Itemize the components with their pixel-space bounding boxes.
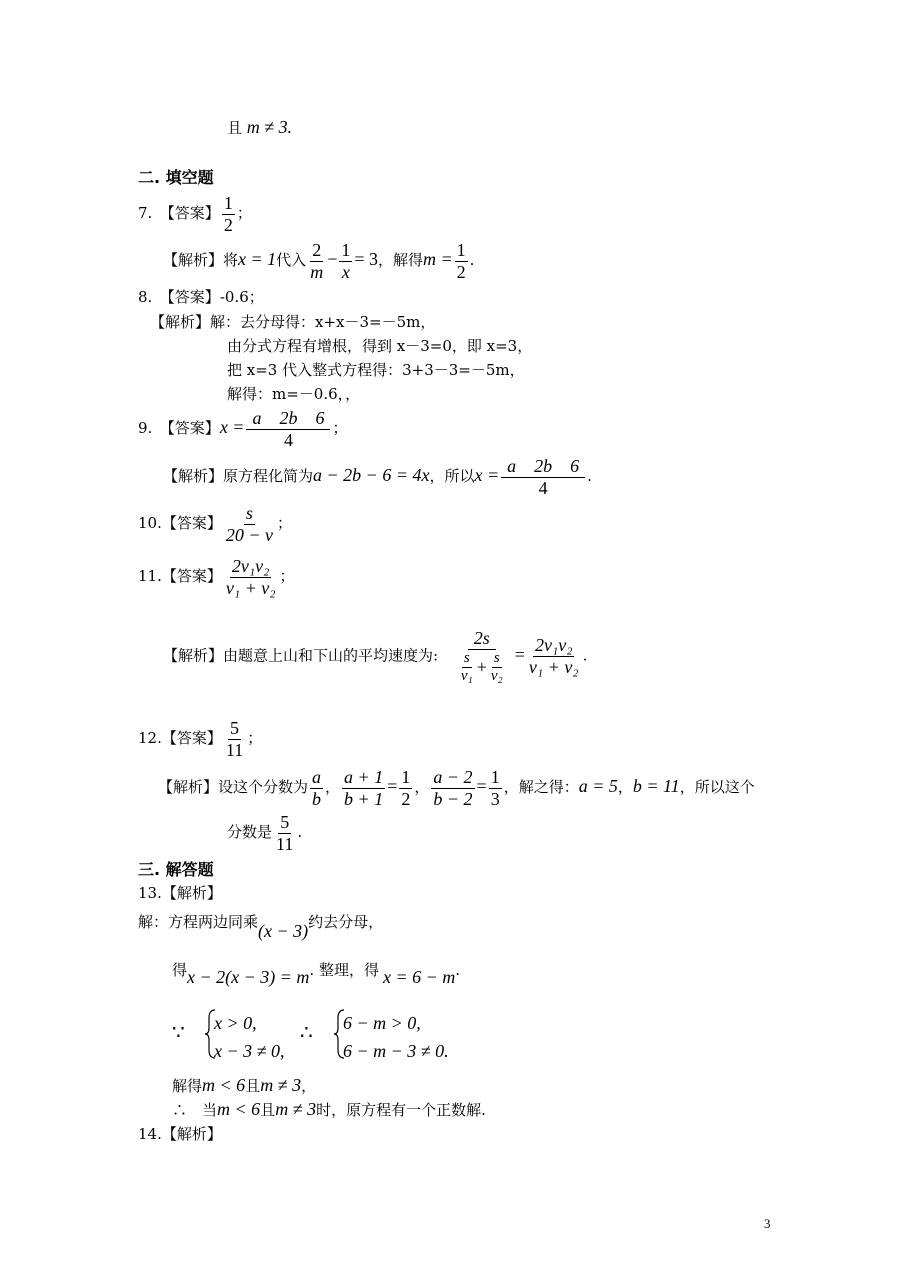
q12-eq-1: = [387, 776, 398, 797]
q8-answer-value: -0.6； [219, 288, 264, 306]
q11-big-den [451, 650, 513, 686]
q12-hd: 2 [401, 788, 411, 809]
q14-label: 14.【解析】 [138, 1125, 222, 1143]
q12-l2-text: 分数是 [227, 823, 273, 842]
q13-sys2-a: 6 − m > 0, [343, 1013, 421, 1033]
q11-expl-text-1: 由题意上山和下山的平均速度为: [223, 646, 439, 665]
section-3-heading: 三. 解答题 [138, 860, 214, 879]
q12-frac-3 [431, 767, 474, 809]
q12-b11: b = 11 [632, 776, 680, 797]
q11-r-num: 2v₁v₂ [534, 635, 573, 656]
q12-expl-text-3: ，所以这个 [679, 778, 755, 797]
q7-expl-frac2 [339, 240, 352, 282]
section-2-heading: 二. 填空题 [138, 168, 214, 187]
q12-comma-3: ， [617, 778, 633, 797]
q12-f3n: a − 2 [433, 767, 473, 787]
q9-explanation [163, 456, 592, 498]
top-line-prefix: 且 [227, 119, 243, 137]
q7-result-frac [455, 240, 468, 282]
q13-l4-math-1: m < 6 [202, 1075, 246, 1095]
q13-sys1-b: x − 3 ≠ 0, [214, 1041, 285, 1061]
q13-l4-math-2: m ≠ 3 [260, 1075, 302, 1095]
q13-sys1-a: x > 0, [214, 1013, 257, 1033]
q11-r-den: v₁ + v₂ [528, 657, 579, 678]
q13-l5-math-2: m ≠ 3 [275, 1099, 317, 1119]
q9-num: a 2b 6 [246, 408, 330, 430]
q11-label: 11.【答案】 [138, 567, 222, 586]
q7-expl-text-1: 将 [223, 251, 239, 270]
q7-f1n: 2 [312, 240, 322, 260]
q10-tail: ； [277, 514, 293, 533]
q7-expl-x1: x = 1 [238, 249, 277, 270]
q13-l2-text-b: . 整理，得 [309, 961, 379, 979]
q13-label: 13.【解析】 [138, 884, 222, 902]
q12-comma-1: ， [325, 778, 341, 797]
q10-num: s [245, 503, 253, 523]
q13-l5-text-c: 时，原方程有一个正数解. [316, 1101, 486, 1119]
q8-label: 8. 【答案】 [138, 288, 220, 306]
q11-s-over-v1 [459, 650, 475, 686]
q13-l1-math: (x − 3) [258, 921, 309, 941]
q7-label: 7. 【答案】 [138, 204, 220, 223]
q7-f2n: 1 [341, 240, 351, 260]
q13-l1-text-b: 约去分母， [308, 913, 384, 931]
q11-num: 2v₁v₂ [231, 556, 270, 576]
q12-expl-text-2: ，解之得： [503, 778, 579, 797]
q13-l1-text-a: 解：方程两边同乘 [138, 913, 259, 931]
q7-m-eq: m = [423, 249, 453, 270]
q7-expl-text-2: 代入 [276, 251, 307, 270]
q11-s2: s [492, 650, 502, 668]
q13-l4-text-c: ， [301, 1077, 317, 1095]
q7-expl-label: 【解析】 [163, 251, 224, 270]
q7-dot: . [469, 251, 475, 270]
q13-sys2-b: 6 − m − 3 ≠ 0. [343, 1041, 449, 1061]
q9-x-eq-2: x = [474, 465, 500, 486]
q13-l2-dot: . [455, 961, 461, 979]
q12-explanation-1 [158, 767, 755, 809]
q12-frac-a-b [310, 767, 323, 809]
q12-fa: a [312, 767, 322, 787]
q12-answer [138, 718, 262, 760]
q8-answer [138, 290, 264, 305]
q8-expl-line-1 [150, 315, 435, 330]
q11-big-fraction [451, 628, 513, 685]
q12-f2n: a + 1 [344, 767, 384, 787]
q7-answer [138, 193, 252, 235]
q13-l5-text-b: 且 [260, 1101, 276, 1119]
q11-answer [138, 556, 295, 598]
q13-line-2 [172, 960, 461, 987]
q13-l2-text-a: 得 [172, 961, 188, 979]
q12-dot: . [297, 823, 303, 842]
q9-x-eq: x = [219, 417, 245, 438]
q7-rd: 2 [456, 261, 466, 282]
q11-s1: s [462, 650, 472, 668]
q12-tn: 1 [490, 767, 500, 787]
q13-l4-text-a: 解得 [172, 1077, 203, 1095]
q9-dot: . [587, 467, 592, 486]
q13-line-5 [172, 1100, 486, 1118]
q7-expl-frac1 [308, 240, 325, 282]
q12-label: 12.【答案】 [138, 729, 222, 748]
q12-final-fraction [274, 812, 295, 854]
q9-label: 9. 【答案】 [138, 419, 220, 438]
q7-tail: ； [236, 204, 252, 223]
q13-l4-text-b: 且 [245, 1077, 261, 1095]
q11-v1: v₁ [460, 667, 473, 684]
q7-explanation [163, 240, 474, 282]
q13-line-1 [138, 912, 384, 941]
q12-third [489, 767, 502, 809]
q9-expl-label: 【解析】 [163, 467, 224, 486]
q7-eq: = 3 [354, 249, 378, 270]
q12-f3d: b − 2 [433, 788, 473, 809]
q9-expl-fraction [501, 456, 585, 498]
q12-den: 11 [225, 739, 244, 760]
q12-a5: a = 5 [578, 776, 618, 797]
q8-expl-label: 【解析】 [150, 313, 211, 331]
q10-answer-fraction [224, 503, 275, 545]
q11-result-fraction [527, 635, 581, 677]
q7-rn: 1 [456, 240, 466, 260]
q8-expl-line-4: 解得：m=－0.6，， [227, 385, 361, 403]
q9-answer [138, 408, 347, 450]
q11-v2: v₂ [490, 667, 503, 684]
q9-tail: ； [332, 419, 348, 438]
q7-f1d: m [310, 261, 324, 282]
q10-label: 10.【答案】 [138, 514, 222, 533]
q12-fin-n: 5 [280, 812, 290, 832]
q12-half [399, 767, 412, 809]
q13-l2-math: x − 2(x − 3) = m [187, 967, 310, 987]
q9-answer-fraction [246, 408, 330, 450]
q8-expl-line-2: 由分式方程有增根，得到 x－3=0，即 x=3， [227, 337, 533, 355]
q9-den-2: 4 [538, 477, 548, 498]
q9-num-2: a 2b 6 [501, 456, 585, 478]
q12-f2d: b + 1 [344, 788, 384, 809]
q7-expl-text-3: ，解得 [378, 251, 424, 270]
q12-comma-2: ， [414, 778, 430, 797]
q7-f2d: x [341, 261, 350, 282]
q13-therefore-1: ∴ [300, 1020, 313, 1044]
q9-expl-text-2: ，所以 [429, 467, 475, 486]
q12-explanation-2 [227, 812, 302, 854]
q12-fb: b [312, 788, 322, 809]
q11-expl-label: 【解析】 [163, 646, 224, 665]
page-number: 3 [764, 1216, 771, 1231]
q12-expl-label: 【解析】 [158, 778, 219, 797]
q9-eq1: a − 2b − 6 = 4x [313, 465, 430, 486]
top-line [227, 118, 292, 136]
q9-den: 4 [283, 429, 293, 450]
q10-den: 20 − v [225, 524, 273, 545]
q11-tail: ； [279, 567, 295, 586]
q10-answer [138, 503, 292, 545]
q11-eq: = [514, 644, 525, 665]
q11-explanation [163, 628, 587, 685]
q11-plus: + [476, 657, 487, 678]
q12-tail: ； [247, 729, 263, 748]
q12-frac-2 [342, 767, 385, 809]
q11-s-over-v2 [489, 650, 505, 686]
q12-eq-2: = [476, 776, 487, 797]
q13-l5-math-1: m < 6 [217, 1099, 261, 1119]
q12-num: 5 [230, 718, 240, 738]
q13-line-4 [172, 1076, 316, 1094]
q12-answer-fraction [224, 718, 245, 760]
q8-expl-l1: 解：去分母得：x+x－3=－5m， [210, 313, 436, 331]
q9-expl-text-1: 原方程化简为 [223, 467, 314, 486]
q11-answer-fraction [224, 556, 278, 598]
q11-dot: . [582, 646, 588, 665]
q12-td: 3 [490, 788, 500, 809]
q7-answer-fraction [222, 193, 235, 235]
q13-l5-text-a: ∴ 当 [172, 1101, 218, 1119]
q12-expl-text-1: 设这个分数为 [218, 778, 309, 797]
q13-l2-math-2: x = 6 − m [382, 967, 456, 987]
q12-fin-d: 11 [276, 833, 294, 854]
q7-den: 2 [223, 214, 233, 235]
q7-num: 1 [223, 193, 233, 213]
q11-den: v₁ + v₂ [225, 577, 276, 598]
q11-big-num: 2s [468, 628, 496, 650]
top-line-expr: m ≠ 3. [246, 117, 293, 137]
q12-hn: 1 [401, 767, 411, 787]
q13-because: ∵ [172, 1020, 185, 1044]
q8-expl-line-3: 把 x=3 代入整式方程得：3+3－3=－5m， [227, 361, 525, 379]
q7-minus: − [327, 249, 338, 270]
